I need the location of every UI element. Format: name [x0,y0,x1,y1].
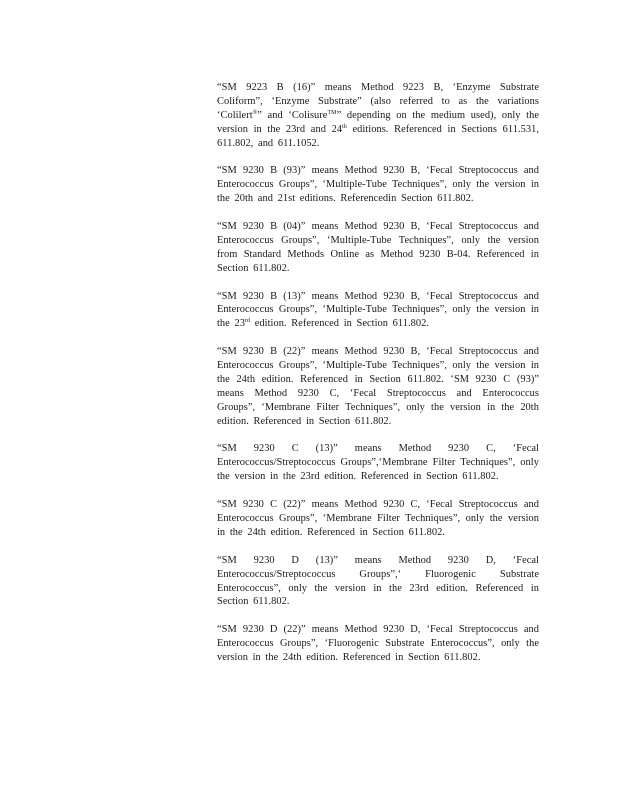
definition-paragraph [217,290,539,332]
superscript-text: th [342,123,347,130]
paragraph-text: “SM 9230 B (04)” means Method 9230 B, ‘Fecal Streptococcus and Enterococcus Groups”, ‘Multiple-Tube Techniques”, only the version from Standard Methods Online as Method 9230 B-04. Referenced in Section 611.802. [217,221,539,274]
paragraph-text: ” and ‘Colisure [257,109,328,121]
definition-paragraph [217,442,539,484]
paragraph-text: “SM 9230 C (22)” means Method 9230 C, ‘Fecal Streptococcus and Enterococcus Groups”, ‘Membrane Filter Techniques”, only the version in the 24th edition. Referenced in Section 611.802. [217,499,539,538]
paragraph-text: “SM 9223 B (16)” means Method 9223 B, ‘Enzyme Substrate Coliform”, ‘Enzyme Substrate” (also referred to as the variations ‘Colilert [217,82,539,121]
definition-paragraph [217,554,539,610]
paragraph-text: edition. Referenced in Section 611.802. [250,318,430,330]
paragraph-text: ” depending on the medium used), only the version in the 23rd and 24 [217,109,539,135]
document-body [217,81,539,679]
superscript-text: ® [252,109,258,116]
paragraph-text: “SM 9230 C (13)” means Method 9230 C, ‘Fecal Enterococcus/Streptococcus Groups”,‘Membrane Filter Techniques”, only the version in the 23rd edition. Referenced in Section 611.802. [217,443,539,483]
definition-paragraph [217,164,539,206]
paragraph-text: “SM 9230 D (22)” means Method 9230 D, ‘Fecal Streptococcus and Enterococcus Groups”, ‘Fluorogenic Substrate Enterococcus”, only the version in the 24th edition. Referenced in Section 611.802. [217,624,539,664]
paragraph-text: “SM 9230 B (22)” means Method 9230 B, ‘Fecal Streptococcus and Enterococcus Groups”, ‘Multiple-Tube Techniques”, only the version in the 24th edition. Referenced in Section 611.802. ‘SM 9230 C (93)” means Method 9230 C, ‘Fecal Streptococcus and Enterococcus Groups”, ‘Membrane Filter Techniques”, only the version in the 20th edition. Referenced in Section 611.802. [217,346,539,427]
definition-paragraph [217,623,539,665]
definition-paragraph [217,220,539,276]
paragraph-text: editions. Referenced in Sections 611.531, 611.802, and 611.1052. [217,123,539,149]
paragraph-text: “SM 9230 B (93)” means Method 9230 B, ‘Fecal Streptococcus and Enterococcus Groups”, ‘Multiple-Tube Techniques”, only the version in the 20th and 21st editions. Referencedin Section 611.802. [217,165,539,205]
paragraph-text: “SM 9230 B (13)” means Method 9230 B, ‘Fecal Streptococcus and Enterococcus Groups”, ‘Multiple-Tube Techniques”, only the version in the 23 [217,290,539,330]
definition-paragraph [217,81,539,151]
definition-paragraph [217,345,539,428]
superscript-text: TM [327,109,337,116]
paragraph-text: “SM 9230 D (13)” means Method 9230 D, ‘Fecal Enterococcus/Streptococcus Groups”,‘ Fluorogenic Substrate Enterococcus”, only the version in the 23rd edition. Referenced in Section 611.802. [217,554,539,608]
superscript-text: rd [244,318,251,325]
definition-paragraph [217,498,539,540]
